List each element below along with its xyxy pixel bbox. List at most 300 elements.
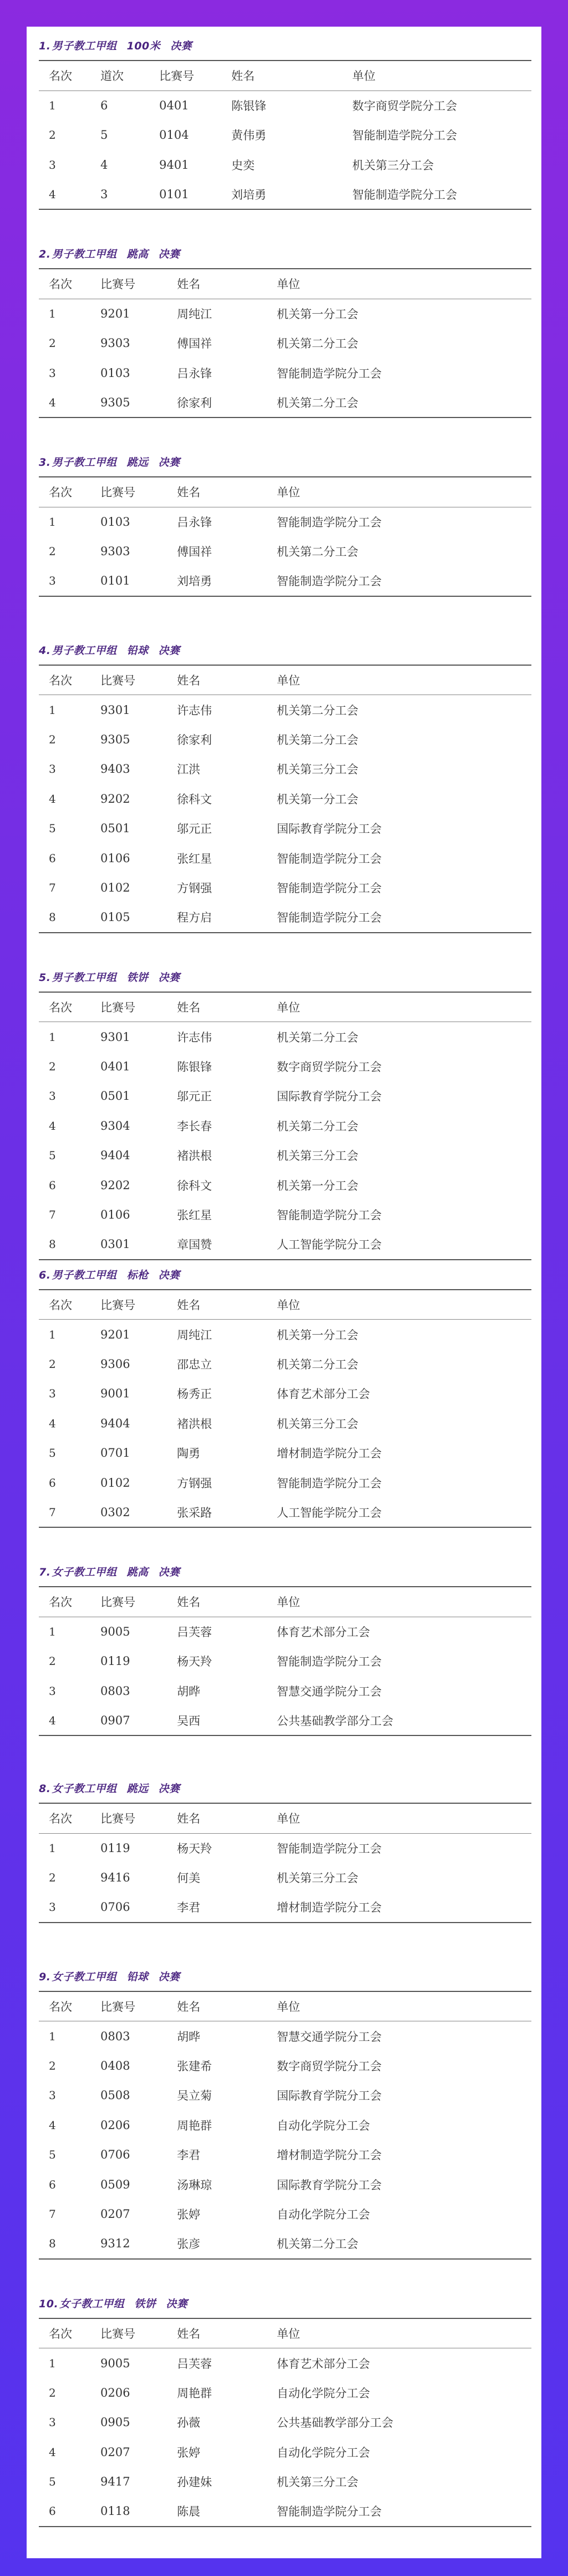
unit-cell: 体育艺术部分工会: [277, 1626, 370, 1639]
unit-cell: 体育艺术部分工会: [277, 2357, 370, 2371]
bib-cell: 9404: [100, 1149, 130, 1163]
unit-cell: 智慧交通学院分工会: [277, 1684, 382, 1698]
name-cell: 周艳群: [177, 2386, 212, 2400]
table-row: [39, 2081, 531, 2111]
bib-cell: 9305: [100, 732, 130, 746]
name-cell: 程方启: [177, 911, 212, 925]
rank-cell: 2: [49, 128, 56, 142]
table-header-row: [39, 992, 531, 1022]
section-group: 男子教工甲组: [52, 248, 117, 260]
unit-cell: 国际教育学院分工会: [277, 822, 382, 836]
table-header-row: [39, 1991, 531, 2021]
column-header: 名次: [49, 1812, 72, 1826]
bib-cell: 0701: [100, 1446, 130, 1460]
unit-cell: 机关第二分工会: [277, 1357, 358, 1371]
column-header: 比赛号: [100, 1812, 135, 1826]
section-group: 女子教工甲组: [52, 1566, 117, 1578]
bib-cell: 0508: [100, 2089, 130, 2102]
unit-cell: 国际教育学院分工会: [277, 2089, 382, 2103]
table-row: [39, 2467, 531, 2497]
name-cell: 杨天羚: [177, 1655, 212, 1669]
bib-cell: 9305: [100, 395, 130, 409]
rank-cell: 6: [49, 2504, 56, 2518]
table-row: [39, 388, 531, 418]
section-title: [39, 637, 531, 665]
column-header: 单位: [352, 69, 376, 83]
table-row: [39, 784, 531, 814]
column-header: 单位: [277, 1000, 300, 1014]
unit-cell: 机关第一分工会: [277, 792, 358, 806]
column-header: 名次: [49, 278, 72, 291]
unit-cell: 智能制造学院分工会: [277, 1476, 382, 1490]
section-title: [39, 240, 531, 268]
lane-cell: 6: [100, 99, 108, 112]
rank-cell: 2: [49, 1357, 56, 1371]
section-event: 跳远: [126, 456, 149, 469]
rank-cell: 1: [49, 307, 56, 320]
table-row: [39, 1408, 531, 1438]
bib-cell: 9303: [100, 336, 130, 350]
name-cell: 刘培勇: [177, 575, 212, 588]
column-header: 姓名: [177, 486, 200, 500]
unit-cell: 机关第二分工会: [277, 703, 358, 717]
unit-cell: 机关第一分工会: [277, 1179, 358, 1193]
unit-cell: 数字商贸学院分工会: [277, 2059, 382, 2073]
column-header: 姓名: [177, 1596, 200, 1609]
bib-cell: 0106: [100, 1208, 130, 1222]
section-event: 铅球: [126, 1970, 149, 1983]
rank-cell: 4: [49, 1119, 56, 1133]
table-header-row: [39, 1587, 531, 1617]
table-row: [39, 1498, 531, 1528]
rank-cell: 3: [49, 158, 56, 172]
rank-cell: 7: [49, 2207, 56, 2221]
table-row: [39, 1200, 531, 1230]
column-header: 姓名: [177, 1298, 200, 1312]
rank-cell: 3: [49, 1684, 56, 1698]
rank-cell: 5: [49, 2148, 56, 2162]
name-cell: 许志伟: [177, 1030, 212, 1044]
results-table: [39, 1289, 531, 1528]
bib-cell: 0103: [100, 366, 130, 380]
bib-cell: 9416: [100, 1871, 130, 1885]
name-cell: 陈银锋: [231, 99, 266, 113]
unit-cell: 智能制造学院分工会: [277, 2505, 382, 2519]
rank-cell: 8: [49, 2237, 56, 2251]
rank-cell: 2: [49, 545, 56, 559]
column-header: 名次: [49, 2000, 72, 2014]
table-row: [39, 120, 531, 150]
lane-cell: 4: [100, 158, 108, 172]
table-header-row: [39, 1290, 531, 1320]
unit-cell: 机关第三分工会: [277, 763, 358, 777]
results-table: [39, 60, 531, 210]
rank-cell: 4: [49, 1713, 56, 1727]
section-number: 5.: [39, 971, 51, 984]
column-header: 比赛号: [100, 1000, 135, 1014]
column-header: 比赛号: [100, 278, 135, 291]
table-row: [39, 1230, 531, 1260]
section-group: 男子教工甲组: [52, 644, 117, 657]
section-stage: 决赛: [158, 1970, 180, 1983]
table-row: [39, 90, 531, 120]
name-cell: 张采路: [177, 1506, 212, 1520]
table-header-row: [39, 665, 531, 695]
table-row: [39, 1863, 531, 1893]
table-row: [39, 724, 531, 754]
lane-cell: 3: [100, 187, 108, 201]
table-row: [39, 1022, 531, 1052]
table-row: [39, 2140, 531, 2170]
bib-cell: 9301: [100, 703, 130, 717]
name-cell: 邬元正: [177, 822, 212, 836]
column-header: 名次: [49, 1298, 72, 1312]
section-title: [39, 449, 531, 476]
name-cell: 邵忠立: [177, 1357, 212, 1371]
section-event: 标枪: [126, 1269, 149, 1281]
name-cell: 章国赞: [177, 1238, 212, 1252]
rank-cell: 7: [49, 881, 56, 895]
unit-cell: 自动化学院分工会: [277, 2386, 370, 2400]
column-header: 名次: [49, 69, 72, 83]
name-cell: 胡晔: [177, 1684, 200, 1698]
unit-cell: 智能制造学院分工会: [277, 366, 382, 380]
rank-cell: 6: [49, 2177, 56, 2191]
section-event: 跳高: [126, 1566, 149, 1578]
table-row: [39, 1706, 531, 1736]
column-header: 比赛号: [100, 2000, 135, 2014]
table-row: [39, 1676, 531, 1706]
section-group: 男子教工甲组: [52, 971, 117, 984]
bib-cell: 0118: [100, 2504, 130, 2518]
bib-cell: 9403: [100, 762, 130, 776]
table-row: [39, 903, 531, 933]
name-cell: 吕永锋: [177, 516, 212, 529]
section-number: 10.: [39, 2297, 59, 2310]
column-header: 名次: [49, 486, 72, 500]
rank-cell: 5: [49, 1149, 56, 1163]
column-header: 单位: [277, 1596, 300, 1609]
name-cell: 徐科文: [177, 1179, 212, 1193]
table-row: [39, 180, 531, 210]
bib-cell: 0706: [100, 2148, 130, 2162]
table-row: [39, 2229, 531, 2259]
bib-cell: 0401: [159, 99, 189, 112]
table-header-row: [39, 61, 531, 90]
rank-cell: 2: [49, 2059, 56, 2072]
column-header: 单位: [277, 1812, 300, 1826]
unit-cell: 机关第一分工会: [277, 1328, 358, 1342]
table-row: [39, 2110, 531, 2140]
rank-cell: 3: [49, 1387, 56, 1401]
results-table: [39, 1991, 531, 2260]
column-header: 姓名: [177, 1812, 200, 1826]
section-10: [39, 2290, 531, 2527]
unit-cell: 智能制造学院分工会: [277, 575, 382, 588]
bib-cell: 0206: [100, 2386, 130, 2399]
name-cell: 周艳群: [177, 2119, 212, 2132]
section-stage: 决赛: [170, 40, 192, 52]
section-stage: 决赛: [158, 248, 180, 260]
unit-cell: 智能制造学院分工会: [277, 516, 382, 529]
name-cell: 陈银锋: [177, 1060, 212, 1074]
rank-cell: 6: [49, 851, 56, 865]
column-header: 名次: [49, 1596, 72, 1609]
results-table: [39, 1803, 531, 1923]
bib-cell: 0206: [100, 2118, 130, 2132]
unit-cell: 机关第三分工会: [277, 2476, 358, 2489]
table-row: [39, 358, 531, 388]
column-header: 单位: [277, 486, 300, 500]
table-row: [39, 2021, 531, 2051]
unit-cell: 数字商贸学院分工会: [277, 1060, 382, 1074]
column-header: 比赛号: [100, 673, 135, 687]
table-row: [39, 2170, 531, 2200]
unit-cell: 智能制造学院分工会: [352, 129, 457, 143]
section-4: [39, 637, 531, 933]
section-6: [39, 1261, 531, 1528]
bib-cell: 9201: [100, 1327, 130, 1341]
section-group: 女子教工甲组: [52, 1783, 117, 1795]
bib-cell: 0106: [100, 851, 130, 865]
section-event: 铅球: [126, 644, 149, 657]
bib-cell: 9404: [100, 1416, 130, 1430]
name-cell: 吕芙蓉: [177, 1626, 212, 1639]
column-header: 比赛号: [159, 69, 194, 83]
bib-cell: 9202: [100, 792, 130, 806]
rank-cell: 5: [49, 1446, 56, 1460]
table-header-row: [39, 2318, 531, 2348]
bib-cell: 0509: [100, 2177, 130, 2191]
rank-cell: 3: [49, 1900, 56, 1914]
section-8: [39, 1775, 531, 1923]
table-row: [39, 2378, 531, 2408]
table-row: [39, 2051, 531, 2081]
table-row: [39, 299, 531, 329]
bib-cell: 0101: [159, 187, 189, 201]
unit-cell: 国际教育学院分工会: [277, 1090, 382, 1104]
table-row: [39, 537, 531, 567]
section-title: [39, 1558, 531, 1586]
bib-cell: 9301: [100, 1030, 130, 1044]
name-cell: 吴立菊: [177, 2089, 212, 2103]
rank-cell: 2: [49, 732, 56, 746]
bib-cell: 0301: [100, 1237, 130, 1251]
name-cell: 李长春: [177, 1119, 212, 1133]
unit-cell: 机关第二分工会: [277, 2237, 358, 2251]
section-event: 跳高: [126, 248, 149, 260]
unit-cell: 机关第三分工会: [277, 1149, 358, 1163]
table-row: [39, 1081, 531, 1111]
column-header: 单位: [277, 673, 300, 687]
section-5: [39, 964, 531, 1260]
section-number: 8.: [39, 1783, 51, 1795]
section-9: [39, 1963, 531, 2260]
name-cell: 陈晨: [177, 2505, 200, 2519]
section-event: 100米: [126, 40, 161, 52]
bib-cell: 0102: [100, 881, 130, 895]
name-cell: 张红星: [177, 852, 212, 866]
rank-cell: 1: [49, 1030, 56, 1044]
table-row: [39, 1617, 531, 1647]
bib-cell: 0302: [100, 1505, 130, 1519]
bib-cell: 9001: [100, 1387, 130, 1401]
name-cell: 何美: [177, 1871, 200, 1885]
bib-cell: 9202: [100, 1178, 130, 1192]
rank-cell: 1: [49, 515, 56, 529]
unit-cell: 自动化学院分工会: [277, 2119, 370, 2132]
table-row: [39, 150, 531, 180]
table-row: [39, 2497, 531, 2527]
table-row: [39, 814, 531, 844]
bib-cell: 9201: [100, 307, 130, 320]
table-row: [39, 1833, 531, 1863]
name-cell: 周纯江: [177, 1328, 212, 1342]
section-title: [39, 1963, 531, 1991]
name-cell: 徐家利: [177, 733, 212, 747]
name-cell: 江洪: [177, 763, 200, 777]
unit-cell: 人工智能学院分工会: [277, 1238, 382, 1252]
section-event: 跳远: [126, 1783, 149, 1795]
name-cell: 黄伟勇: [231, 129, 266, 143]
section-stage: 决赛: [166, 2297, 188, 2310]
name-cell: 孙建妹: [177, 2476, 212, 2489]
results-table: [39, 992, 531, 1260]
table-row: [39, 2348, 531, 2378]
name-cell: 徐家利: [177, 396, 212, 410]
unit-cell: 数字商贸学院分工会: [352, 99, 457, 113]
bib-cell: 0119: [100, 1842, 130, 1855]
rank-cell: 3: [49, 2416, 56, 2429]
table-row: [39, 1647, 531, 1677]
bib-cell: 9306: [100, 1357, 130, 1371]
bib-cell: 0103: [100, 515, 130, 529]
rank-cell: 4: [49, 792, 56, 806]
unit-cell: 增材制造学院分工会: [277, 1901, 382, 1915]
bib-cell: 0803: [100, 2029, 130, 2043]
column-header: 单位: [277, 2327, 300, 2341]
name-cell: 褚洪根: [177, 1149, 212, 1163]
rank-cell: 8: [49, 910, 56, 924]
bib-cell: 0105: [100, 910, 130, 924]
section-3: [39, 449, 531, 597]
rank-cell: 2: [49, 336, 56, 350]
section-stage: 决赛: [158, 1566, 180, 1578]
table-row: [39, 1379, 531, 1409]
section-group: 女子教工甲组: [59, 2297, 125, 2310]
column-header: 比赛号: [100, 1298, 135, 1312]
table-header-row: [39, 477, 531, 507]
unit-cell: 智能制造学院分工会: [277, 1842, 382, 1855]
unit-cell: 智能制造学院分工会: [277, 1209, 382, 1222]
unit-cell: 增材制造学院分工会: [277, 2149, 382, 2162]
section-title: [39, 32, 531, 60]
section-event: 铁饼: [134, 2297, 156, 2310]
unit-cell: 机关第三分工会: [277, 1417, 358, 1431]
table-row: [39, 754, 531, 784]
name-cell: 吕芙蓉: [177, 2357, 212, 2371]
name-cell: 傅国祥: [177, 337, 212, 351]
unit-cell: 公共基础教学部分工会: [277, 1714, 393, 1728]
unit-cell: 机关第二分工会: [277, 337, 358, 351]
unit-cell: 机关第二分工会: [277, 1119, 358, 1133]
results-card: [27, 27, 541, 2558]
rank-cell: 2: [49, 1871, 56, 1885]
name-cell: 张婷: [177, 2208, 200, 2222]
table-row: [39, 1051, 531, 1081]
table-row: [39, 2200, 531, 2230]
bib-cell: 0102: [100, 1476, 130, 1490]
column-header: 姓名: [177, 1000, 200, 1014]
column-header: 姓名: [177, 673, 200, 687]
unit-cell: 机关第二分工会: [277, 545, 358, 559]
section-title: [39, 964, 531, 992]
section-group: 男子教工甲组: [52, 40, 117, 52]
bib-cell: 0207: [100, 2445, 130, 2459]
table-row: [39, 566, 531, 596]
bib-cell: 0207: [100, 2207, 130, 2221]
bib-cell: 0119: [100, 1654, 130, 1668]
section-group: 男子教工甲组: [52, 456, 117, 469]
rank-cell: 2: [49, 1059, 56, 1073]
table-row: [39, 1468, 531, 1498]
rank-cell: 3: [49, 762, 56, 776]
column-header: 单位: [277, 278, 300, 291]
rank-cell: 5: [49, 2475, 56, 2489]
table-header-row: [39, 1803, 531, 1833]
section-group: 女子教工甲组: [52, 1970, 117, 1983]
rank-cell: 1: [49, 99, 56, 112]
bib-cell: 0803: [100, 1684, 130, 1698]
unit-cell: 人工智能学院分工会: [277, 1506, 382, 1520]
name-cell: 汤琳琼: [177, 2178, 212, 2192]
rank-cell: 7: [49, 1505, 56, 1519]
lane-cell: 5: [100, 128, 108, 142]
name-cell: 褚洪根: [177, 1417, 212, 1431]
bib-cell: 9005: [100, 2356, 130, 2370]
unit-cell: 体育艺术部分工会: [277, 1387, 370, 1401]
table-row: [39, 1349, 531, 1379]
bib-cell: 0907: [100, 1713, 130, 1727]
column-header: 比赛号: [100, 486, 135, 500]
rank-cell: 8: [49, 1237, 56, 1251]
rank-cell: 3: [49, 574, 56, 588]
name-cell: 孙薇: [177, 2416, 200, 2430]
bib-cell: 0706: [100, 1900, 130, 1914]
unit-cell: 国际教育学院分工会: [277, 2178, 382, 2192]
unit-cell: 机关第二分工会: [277, 396, 358, 410]
table-row: [39, 695, 531, 725]
bib-cell: 9304: [100, 1119, 130, 1133]
section-number: 9.: [39, 1970, 51, 1983]
bib-cell: 0408: [100, 2059, 130, 2072]
name-cell: 李君: [177, 1901, 200, 1915]
rank-cell: 2: [49, 1654, 56, 1668]
column-header: 单位: [277, 1298, 300, 1312]
rank-cell: 1: [49, 1625, 56, 1638]
unit-cell: 智能制造学院分工会: [277, 1655, 382, 1669]
unit-cell: 智能制造学院分工会: [277, 852, 382, 866]
column-header: 姓名: [177, 2000, 200, 2014]
results-table: [39, 2318, 531, 2527]
table-row: [39, 2408, 531, 2438]
table-row: [39, 843, 531, 873]
section-stage: 决赛: [158, 971, 180, 984]
rank-cell: 6: [49, 1476, 56, 1490]
unit-cell: 自动化学院分工会: [277, 2446, 370, 2459]
bib-cell: 0905: [100, 2416, 130, 2429]
unit-cell: 智慧交通学院分工会: [277, 2030, 382, 2044]
